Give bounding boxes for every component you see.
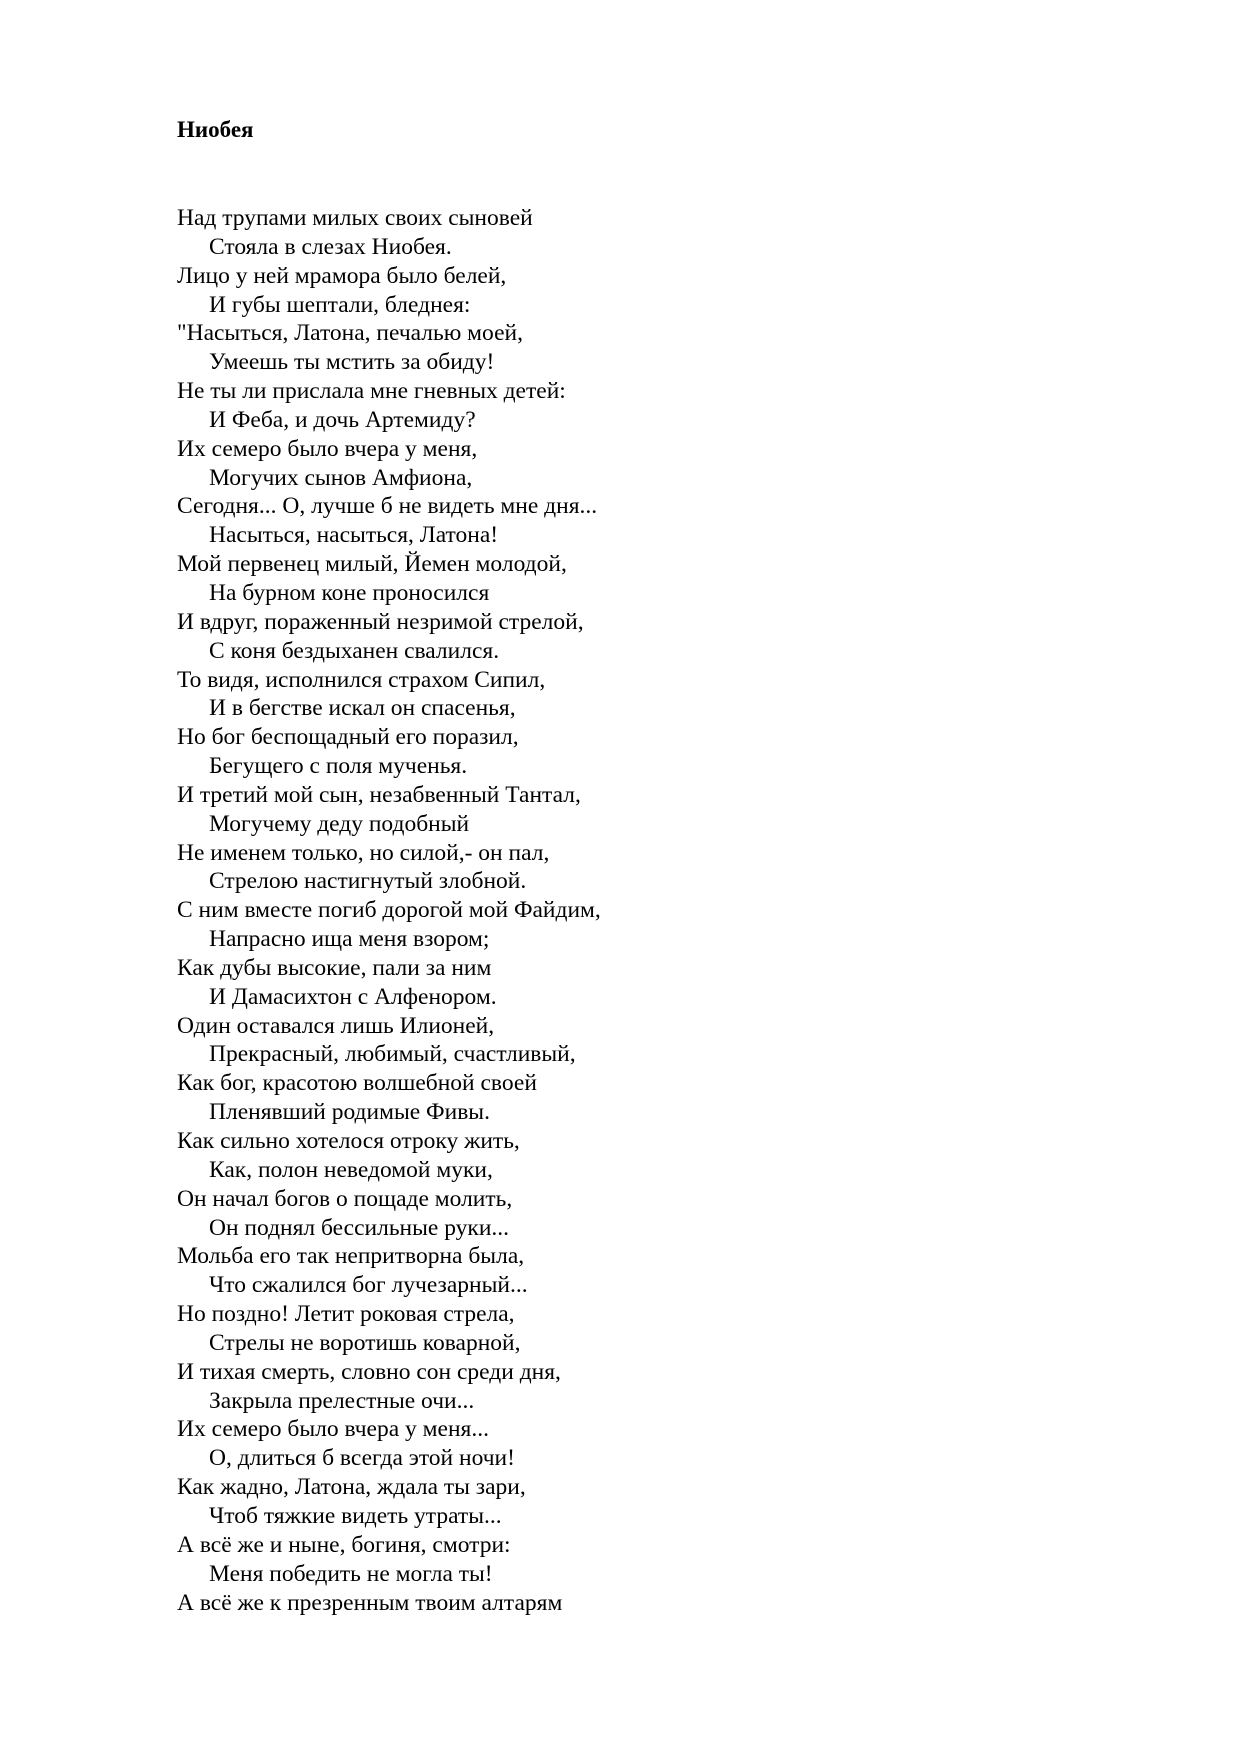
poem-line: О, длиться б всегда этой ночи!: [209, 1445, 515, 1472]
poem-line: Что сжалился бог лучезарный...: [209, 1272, 528, 1299]
poem-line: Насыться, насыться, Латона!: [209, 522, 499, 549]
poem-line: Стрелою настигнутый злобной.: [209, 868, 527, 895]
poem-line: И губы шептали, бледнея:: [209, 291, 471, 318]
poem-line: Лицо у ней мрамора было белей,: [177, 262, 507, 289]
poem-line: С ним вместе погиб дорогой мой Файдим,: [177, 897, 601, 924]
poem-line: Над трупами милых своих сыновей: [177, 205, 533, 231]
poem-body: [177, 204, 601, 1617]
poem-line: Меня победить не могла ты!: [209, 1560, 493, 1587]
poem-line: Пленявший родимые Фивы.: [209, 1099, 490, 1126]
poem-line: Но бог беспощадный его поразил,: [177, 724, 519, 751]
poem-line: "Насыться, Латона, печалью моей,: [177, 320, 523, 347]
poem-line: И в бегстве искал он спасенья,: [209, 695, 516, 722]
poem-line: И тихая смерть, словно сон среди дня,: [177, 1358, 561, 1385]
poem-line: Умеешь ты мстить за обиду!: [209, 349, 495, 376]
poem-title: Ниобея: [177, 117, 254, 142]
poem-line: А всё же и ныне, богиня, смотри:: [177, 1531, 511, 1558]
poem-line: И третий мой сын, незабвенный Тантал,: [177, 781, 581, 808]
poem-line: Их семеро было вчера у меня,: [177, 435, 478, 462]
poem-line: То видя, исполнился страхом Сипил,: [177, 666, 546, 693]
poem-line: И Феба, и дочь Артемиду?: [209, 406, 476, 433]
poem-line: Прекрасный, любимый, счастливый,: [209, 1041, 576, 1068]
poem-line: А всё же к презренным твоим алтарям: [177, 1589, 563, 1616]
poem-line: Он начал богов о пощаде молить,: [177, 1185, 513, 1212]
poem-line: Как бог, красотою волшебной своей: [177, 1070, 537, 1097]
poem-line: Как сильно хотелося отроку жить,: [177, 1128, 520, 1154]
poem-line: Как дубы высокие, пали за ним: [177, 954, 492, 981]
poem-line: Как, полон неведомой муки,: [209, 1156, 493, 1183]
poem-line: Он поднял бессильные руки...: [209, 1214, 510, 1241]
poem-line: Как жадно, Латона, ждала ты зари,: [177, 1474, 526, 1501]
poem-line: И вдруг, пораженный незримой стрелой,: [177, 608, 584, 635]
poem-line: Могучих сынов Амфиона,: [209, 464, 473, 491]
poem-line: Стояла в слезах Ниобея.: [209, 233, 452, 260]
poem-line: Мольба его так непритворна была,: [177, 1243, 525, 1270]
poem-line: Мой первенец милый, Йемен молодой,: [177, 551, 567, 578]
poem-line: И Дамасихтон с Алфенором.: [209, 983, 497, 1010]
poem-line: Закрыла прелестные очи...: [209, 1387, 475, 1414]
poem-line: Их семеро было вчера у меня...: [177, 1416, 489, 1443]
poem-line: Не ты ли прислала мне гневных детей:: [177, 378, 566, 405]
poem-line: С коня бездыханен свалился.: [209, 637, 500, 664]
poem-line: Чтоб тяжкие видеть утраты...: [209, 1502, 502, 1529]
poem-line: Напрасно ища меня взором;: [209, 926, 490, 953]
poem-line: Могучему деду подобный: [209, 810, 470, 837]
poem-line: На бурном коне проносился: [209, 579, 490, 606]
poem-line: Не именем только, но силой,- он пал,: [177, 839, 550, 866]
poem-line: Бегущего с поля мученья.: [209, 753, 468, 780]
poem-line: Но поздно! Летит роковая стрела,: [177, 1301, 515, 1328]
poem-line: Один оставался лишь Илионей,: [177, 1012, 495, 1039]
poem-line: Стрелы не воротишь коварной,: [209, 1329, 521, 1356]
poem-line: Сегодня... О, лучше б не видеть мне дня...: [177, 493, 598, 520]
